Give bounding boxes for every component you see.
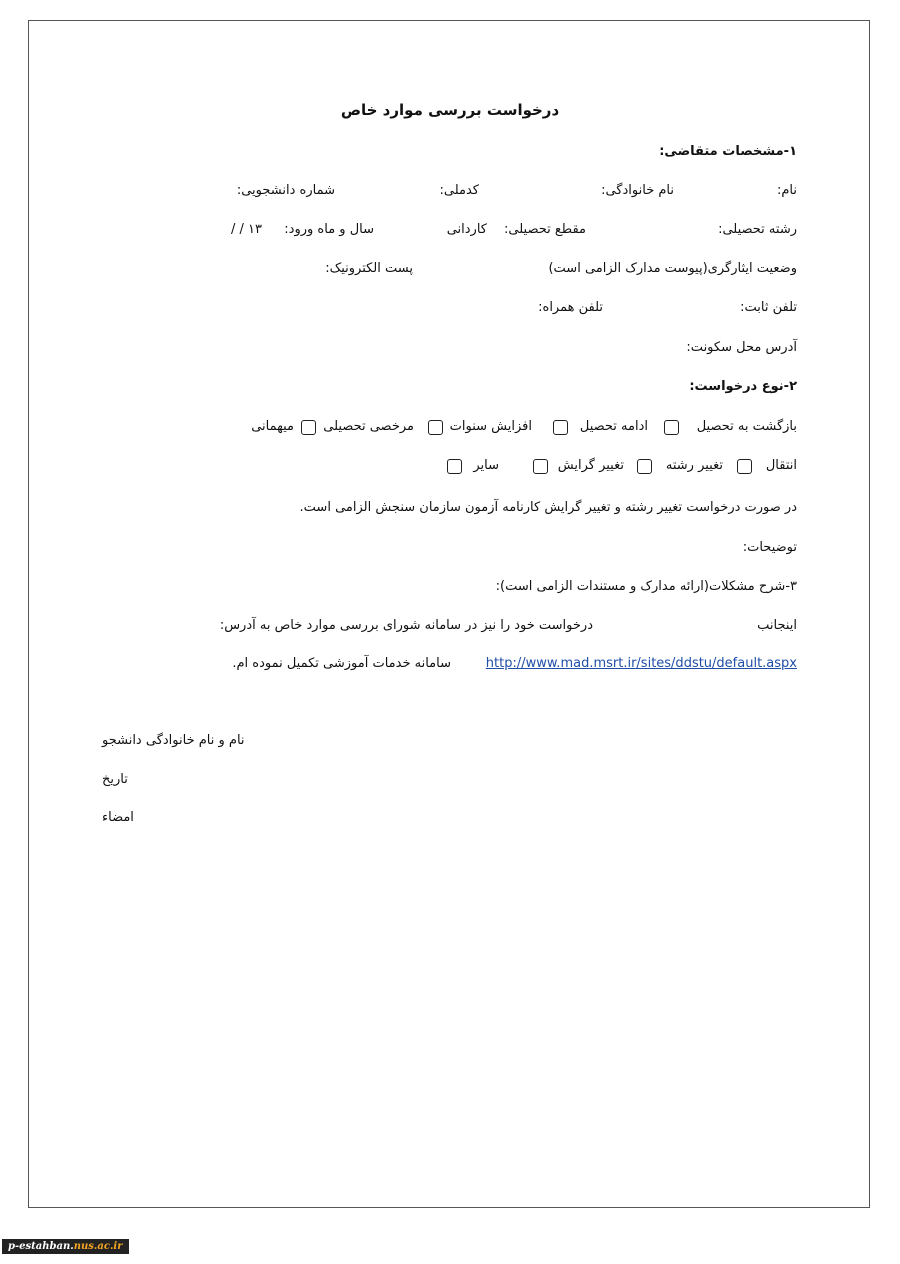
option-transfer-checkbox[interactable] [737, 459, 752, 474]
system-url-link[interactable]: http://www.mad.msrt.ir/sites/ddstu/default.aspx [485, 656, 797, 671]
site-watermark [2, 1239, 129, 1254]
signature-date: تاریخ [102, 772, 128, 787]
degree-value: کاردانی [446, 222, 487, 237]
entry-date-value: / / ۱۳ [231, 222, 262, 237]
exam-note: در صورت درخواست تغییر رشته و تغییر گرایش کارنامه آزمون سازمان سنجش الزامی است. [299, 500, 797, 515]
option-extension-label: افزایش سنوات [449, 419, 532, 434]
declaration-text: درخواست خود را نیز در سامانه شورای بررسی موارد خاص به آدرس: [219, 618, 593, 633]
option-return-label: بازگشت به تحصیل [696, 419, 797, 434]
field-label: رشته تحصیلی: [718, 222, 797, 237]
form-title: درخواست بررسی موارد خاص [340, 101, 560, 119]
comments-label: توضیحات: [742, 540, 797, 555]
name-label: نام: [776, 183, 797, 198]
option-change-branch-label: تغییر گرایش [557, 458, 624, 473]
signature-sign: امضاء [102, 810, 134, 825]
option-change-branch-checkbox[interactable] [533, 459, 548, 474]
address-label: آدرس محل سکونت: [686, 340, 797, 355]
option-other-label: سایر [473, 458, 499, 473]
family-label: نام خانوادگی: [601, 183, 674, 198]
student-number-label: شماره دانشجویی: [236, 183, 335, 198]
option-leave-label: مرخصی تحصیلی [323, 419, 414, 434]
declaration-end: سامانه خدمات آموزشی تکمیل نموده ام. [232, 656, 451, 671]
option-guest-label: میهمانی [251, 419, 294, 434]
student-name-signature: نام و نام خانوادگی دانشجو [102, 733, 245, 748]
option-leave-checkbox[interactable] [301, 420, 316, 435]
degree-label: مقطع تحصیلی: [504, 222, 586, 237]
entry-date-label: سال و ماه ورود: [284, 222, 374, 237]
option-return-checkbox[interactable] [664, 420, 679, 435]
declaration-start: اینجانب [757, 618, 797, 633]
watermark-accent: nus.ac.ir [73, 1241, 123, 1252]
phone-label: تلفن ثابت: [740, 300, 797, 315]
option-continue-checkbox[interactable] [553, 420, 568, 435]
option-transfer-label: انتقال [765, 458, 797, 473]
mobile-label: تلفن همراه: [538, 300, 603, 315]
section3-heading: ۳-شرح مشکلات(ارائه مدارک و مستندات الزامی است): [495, 579, 797, 594]
option-continue-label: ادامه تحصیل [579, 419, 648, 434]
option-extension-checkbox[interactable] [428, 420, 443, 435]
national-code-label: کدملی: [439, 183, 479, 198]
option-other-checkbox[interactable] [447, 459, 462, 474]
option-change-field-checkbox[interactable] [637, 459, 652, 474]
email-label: پست الکترونیک: [325, 261, 413, 276]
option-change-field-label: تغییر رشته [665, 458, 723, 473]
watermark-prefix: p-estahban. [8, 1241, 74, 1252]
section2-heading: ۲-نوع درخواست: [689, 379, 797, 394]
section1-heading: ۱-مشخصات متقاضی: [659, 144, 797, 159]
veteran-status-label: وضعیت ایثارگری(پیوست مدارک الزامی است) [548, 261, 797, 276]
